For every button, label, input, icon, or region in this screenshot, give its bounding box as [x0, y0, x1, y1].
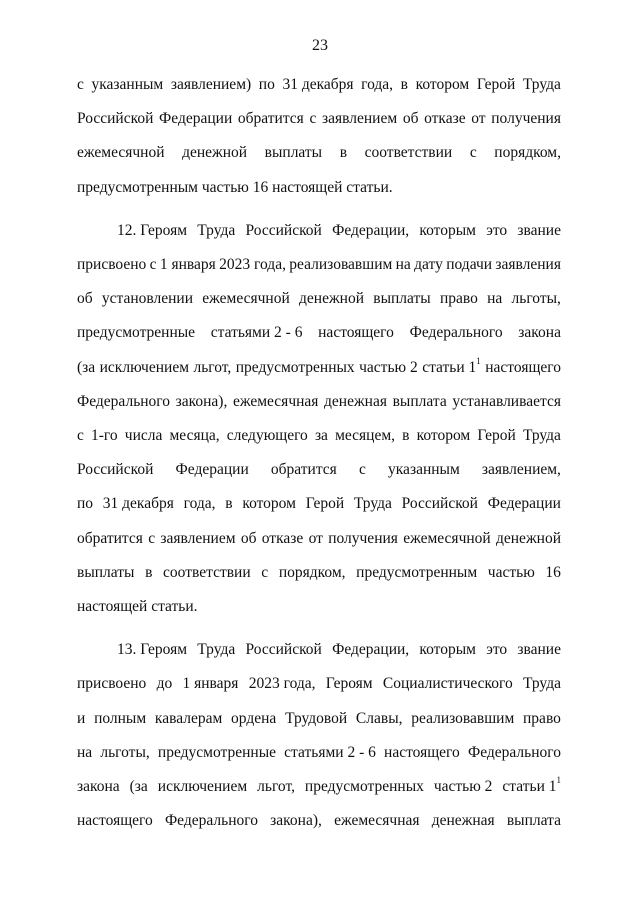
word: об: [77, 290, 93, 308]
word: Труда: [197, 641, 236, 659]
text-line: [77, 453, 561, 487]
word: установлении: [101, 290, 194, 308]
word: ежемесячная: [334, 812, 420, 830]
word: котором: [416, 427, 471, 445]
word: ежемесячной: [77, 144, 165, 162]
word: заявлением,: [481, 461, 561, 479]
word: Российской: [77, 461, 154, 479]
superscript: 1: [556, 775, 561, 786]
text-line: [77, 667, 561, 701]
word: месяцем,: [335, 427, 396, 445]
word: по: [258, 76, 275, 93]
word: 2023 года,: [219, 256, 286, 274]
word: с: [148, 529, 156, 547]
word: подачи: [446, 256, 493, 274]
word: статьями 2 - 6: [284, 743, 376, 761]
word: предусмотренным: [356, 563, 478, 581]
text-line: [77, 102, 561, 136]
word: льгот,: [193, 358, 232, 376]
word: настоящего: [318, 324, 394, 342]
word: денежной: [182, 144, 248, 162]
word: частью: [487, 563, 535, 581]
word: об: [240, 529, 257, 547]
word: полным: [94, 709, 147, 727]
word: отказе: [261, 529, 304, 547]
word: статьи $1^1$: [502, 775, 561, 796]
word: Труда: [523, 675, 561, 693]
word: от: [308, 529, 323, 547]
word: с: [309, 110, 317, 128]
word: Федерального: [77, 392, 171, 410]
word: 31 декабря: [282, 76, 354, 93]
word: порядком,: [278, 563, 346, 581]
word: котором: [242, 495, 296, 513]
text-line: [77, 736, 561, 770]
word: Герой: [477, 427, 516, 445]
word: предусмотренные: [157, 743, 276, 761]
word: с: [261, 563, 269, 581]
text-line: [77, 214, 561, 248]
word: с: [149, 256, 157, 274]
word: соответствии: [364, 144, 453, 162]
word: месяца,: [169, 427, 220, 445]
word: Российской: [401, 495, 478, 513]
word: льготы,: [511, 290, 561, 308]
word: предусмотренным частью 16 настоящей статьи.: [77, 178, 393, 196]
word: выплаты: [77, 563, 135, 581]
word: частью 2: [359, 358, 418, 376]
word: право: [523, 709, 561, 727]
word: это: [486, 221, 508, 239]
word: Федерации: [175, 461, 249, 479]
word: Труда: [522, 427, 561, 445]
word: по: [77, 495, 94, 513]
word: с: [358, 461, 366, 479]
word: котором: [415, 76, 470, 93]
word: Труда: [197, 221, 236, 239]
word: за: [314, 427, 328, 445]
word: закона),: [175, 392, 228, 410]
word: ордена: [231, 709, 277, 727]
word: Федерации,: [332, 641, 410, 659]
word: реализовавшим: [411, 709, 515, 727]
word: 1-го: [91, 427, 118, 445]
word: Труда: [353, 495, 392, 513]
word: года,: [361, 76, 394, 93]
word: устанавливается: [452, 392, 561, 410]
word: обратится: [270, 461, 337, 479]
word: которым: [419, 641, 476, 659]
page-number: 23: [312, 37, 328, 54]
paragraph-gap: [77, 624, 561, 633]
text-line: [77, 136, 561, 170]
word: денежная: [431, 812, 495, 830]
text-line: [77, 590, 561, 624]
word: до: [156, 675, 173, 693]
word: отказе: [424, 110, 466, 128]
text-line: [77, 804, 561, 838]
text-line: [77, 419, 561, 453]
text-line: [77, 702, 561, 736]
document-body: [77, 68, 561, 838]
text-line: [77, 282, 561, 316]
word: закона),: [270, 812, 322, 830]
paragraph-p-continued: [77, 68, 561, 205]
word: (за: [77, 358, 96, 376]
word: предусмотренных: [304, 778, 424, 796]
word: в: [339, 144, 348, 162]
text-line: [77, 487, 561, 521]
word: ежемесячной: [403, 529, 491, 547]
word: исключением: [157, 778, 248, 796]
word: заявлением): [170, 76, 252, 93]
word: выплаты: [264, 144, 323, 162]
word: это: [486, 641, 508, 659]
word: обратится: [237, 110, 304, 128]
word: льгот,: [257, 778, 295, 796]
word: заявлением: [160, 529, 236, 547]
word: денежной: [496, 529, 561, 547]
word: 1 января: [182, 675, 239, 693]
word: Федерации: [487, 495, 561, 513]
word: кавалерам: [154, 709, 223, 727]
word: в: [225, 495, 233, 513]
word: звание: [517, 641, 561, 659]
word: Славы,: [355, 709, 403, 727]
word: выплата: [506, 812, 561, 830]
word: с: [77, 427, 84, 445]
word: 12. Героям: [117, 221, 188, 239]
word: от: [471, 110, 486, 128]
word: Федерального: [164, 812, 258, 830]
word: Федерального: [409, 324, 503, 342]
word: ежемесячной: [202, 290, 290, 308]
word: с: [77, 76, 84, 93]
word: звание: [517, 221, 561, 239]
word: Федерального: [467, 743, 561, 761]
word: Российской: [245, 641, 322, 659]
word: предусмотренные: [77, 324, 196, 342]
word: об: [402, 110, 419, 128]
word: право: [439, 290, 478, 308]
word: частью 2: [433, 778, 493, 796]
word: (за: [129, 778, 148, 796]
word: Герой: [476, 76, 516, 93]
word: денежная: [324, 392, 387, 410]
word: на: [395, 256, 411, 274]
word: в: [402, 427, 410, 445]
word: 31 декабря: [102, 495, 174, 513]
word: числа: [124, 427, 163, 445]
word: заявления: [495, 256, 561, 274]
word: года,: [183, 495, 216, 513]
word: статьи $1^1$: [422, 355, 481, 376]
word: получения: [491, 110, 561, 128]
text-line: [77, 385, 561, 419]
word: настоящего: [77, 812, 153, 830]
word: выплаты: [373, 290, 431, 308]
word: на: [77, 743, 93, 761]
word: Российской: [245, 221, 322, 239]
word: 16: [545, 563, 561, 581]
word: получения: [328, 529, 398, 547]
word: дату: [414, 256, 443, 274]
text-line: [77, 351, 561, 385]
word: 1 января: [159, 256, 216, 274]
word: указанным: [91, 76, 164, 93]
word: соответствии: [163, 563, 251, 581]
word: обратится: [77, 529, 143, 547]
word: закона: [518, 324, 561, 342]
text-line: [77, 633, 561, 667]
word: Герой: [305, 495, 345, 513]
word: следующего: [226, 427, 308, 445]
word: исключением: [99, 358, 190, 376]
word: Труда: [522, 76, 561, 93]
word: предусмотренных: [235, 358, 355, 376]
paragraph-gap: [77, 205, 561, 214]
word: с: [469, 144, 477, 162]
word: Трудовой: [285, 709, 348, 727]
word: порядком,: [494, 144, 561, 162]
word: настоящей статьи.: [77, 598, 198, 616]
text-line: [77, 316, 561, 350]
word: указанным: [388, 461, 460, 479]
word: денежной: [299, 290, 365, 308]
text-line: [77, 556, 561, 590]
text-line: [77, 68, 561, 102]
word: выплата: [392, 392, 447, 410]
word: 2023 года,: [248, 675, 316, 693]
word: Федерации: [159, 110, 233, 128]
paragraph-p-12: [77, 214, 561, 624]
word: закона: [77, 778, 120, 796]
word: которым: [419, 221, 476, 239]
word: заявлением: [322, 110, 398, 128]
word: на: [487, 290, 503, 308]
word: льготы,: [100, 743, 150, 761]
word: настоящего: [485, 358, 561, 376]
word: в: [400, 76, 408, 93]
word: Социалистического: [382, 675, 513, 693]
text-line: [77, 248, 561, 282]
word: 13. Героям: [117, 641, 188, 659]
paragraph-p-13: [77, 633, 561, 838]
word: Российской: [77, 110, 154, 128]
word: Героям: [325, 675, 373, 693]
text-line: [77, 770, 561, 804]
text-line: [77, 171, 561, 205]
word: присвоено: [77, 256, 147, 274]
word: в: [145, 563, 153, 581]
word: Федерации,: [332, 221, 410, 239]
superscript: 1: [476, 355, 481, 366]
word: настоящего: [384, 743, 460, 761]
word: ежемесячная: [232, 392, 319, 410]
word: статьями 2 - 6: [210, 324, 303, 342]
text-line: [77, 522, 561, 556]
word: присвоено: [77, 675, 147, 693]
word: и: [77, 709, 86, 727]
word: реализовавшим: [289, 256, 393, 274]
